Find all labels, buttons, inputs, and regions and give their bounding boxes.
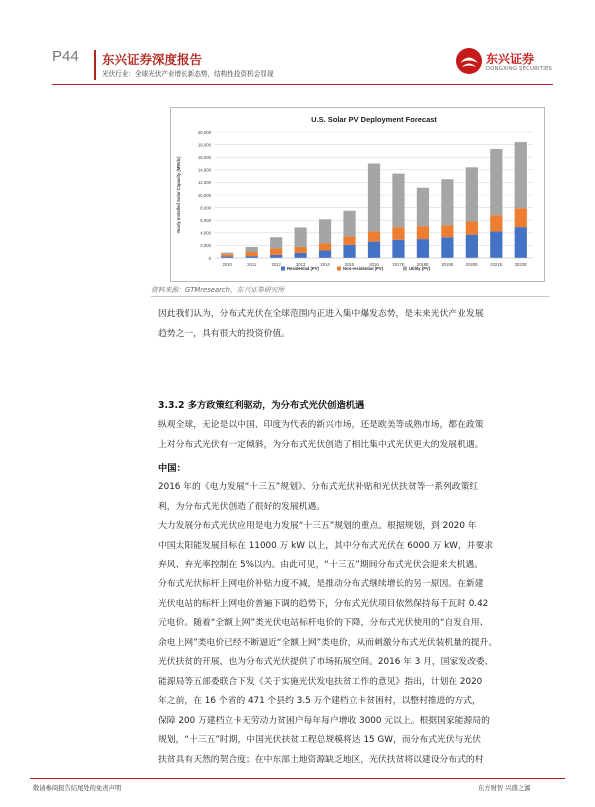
x-tick-label: 2019E <box>441 262 454 267</box>
text-line: 趋势之一，具有很大的投资价值。 <box>158 328 290 339</box>
bar-segment <box>490 149 502 215</box>
text-line: 2016 年的《电力发展“十三五”规划》、分布式光伏补贴和光伏扶贫等一系列政策红 <box>158 482 479 492</box>
legend-swatch <box>337 267 341 271</box>
legend-swatch <box>281 267 285 271</box>
bar-segment <box>368 242 380 258</box>
bar-segment <box>343 237 355 245</box>
y-tick-label: 20,000 <box>197 129 211 135</box>
x-tick-label: 2017E <box>392 262 405 267</box>
bar-segment <box>466 221 478 234</box>
y-tick-label: 2,000 <box>200 243 211 249</box>
page-number: P44 <box>52 48 79 65</box>
bar-segment <box>515 208 527 227</box>
figure-source: 资料来源：GTMresearch，东兴证券研究所 <box>151 286 285 294</box>
bar-segment <box>441 179 453 225</box>
y-tick-label: 0 <box>208 255 211 261</box>
x-tick-label: 2013 <box>295 262 306 267</box>
report-subtitle: 光伏行业：全球光伏产业增长新态势，结构性投资机会显现 <box>102 70 274 78</box>
text-line: 元电价。随着“全额上网”类光伏电站标杆电价的下降，分布式光伏使用的“自发自用、 <box>158 618 489 628</box>
paragraph-policy-dividends <box>158 478 554 517</box>
x-tick-label: 2010 <box>222 262 232 267</box>
chart-frame <box>170 107 545 282</box>
text-line: 光伏电站的标杆上网电价普遍下调的趋势下，分布式光伏项目依然保持每千瓦时 0.42 <box>158 598 489 609</box>
bar-segment <box>466 235 478 258</box>
x-tick-label: 2018E <box>416 262 429 267</box>
paragraph-poverty-alleviation <box>158 653 554 770</box>
y-tick-label: 6,000 <box>200 218 211 223</box>
bar-segment <box>515 227 527 258</box>
y-tick-label: 12,000 <box>197 180 211 186</box>
y-tick-label: 10,000 <box>197 192 211 198</box>
bar-segment <box>515 142 527 208</box>
bar-segment <box>417 239 429 258</box>
y-tick-label: 14,000 <box>197 167 211 173</box>
bar-segment <box>441 237 453 258</box>
y-tick-label: 8,000 <box>200 205 211 211</box>
bar-segment <box>295 227 307 247</box>
figure-source-rule <box>151 296 549 297</box>
bar-segment <box>417 188 429 226</box>
logo-english-name: DONGXING SECURITIES <box>486 66 553 72</box>
subheading-china: 中国： <box>158 463 186 474</box>
text-line: 规划，“十三五”时期，中国光伏扶贫工程总规模将达 15 GW，而分布式光伏与光伏 <box>158 735 481 745</box>
bar-segment <box>392 227 404 240</box>
text-line: 光伏扶贫的开展，也为分布式光伏提供了市场拓展空间。2016 年 3 月，国家发改委、 <box>158 657 494 667</box>
text-line: 年之前，在 16 个省的 471 个县约 3.5 万个建档立卡贫困村，以整村推进的方式， <box>158 696 481 706</box>
solar-deployment-chart <box>171 108 544 281</box>
bar-segment <box>295 253 307 258</box>
bar-segment <box>246 247 258 252</box>
header-divider <box>94 50 96 80</box>
bar-segment <box>319 250 331 258</box>
report-brand-title: 东兴证券深度报告 <box>102 52 203 67</box>
text-line: 因此我们认为，分布式光伏在全球范围内正进入集中爆发态势，是未来光伏产业发展 <box>158 309 484 319</box>
header-rule <box>52 84 553 85</box>
text-line: 上对分布式光伏有一定倾斜，为分布式光伏创造了相比集中式光伏更大的发展机遇。 <box>158 439 484 450</box>
bar-segment <box>490 215 502 231</box>
x-tick-label: 2022E <box>514 262 527 267</box>
legend-label: Residential (PV) <box>287 266 319 271</box>
text-line: 保障 200 万建档立卡无劳动力贫困户每年每户增收 3000 元以上。根据国家能源局的 <box>158 715 490 726</box>
logo-name: 东兴证券 <box>486 52 535 66</box>
text-line: 能源局等五部委联合下发《关于实施光伏发电扶贫工作的意见》指出，计划在 2020 <box>158 676 483 687</box>
x-tick-label: 2015 <box>344 262 355 267</box>
x-tick-label: 2012 <box>271 262 281 267</box>
bar-segment <box>343 245 355 258</box>
text-line: 利，为分布式光伏创造了很好的发展机遇。 <box>158 501 326 512</box>
text-line: 分布式光伏标杆上网电价补贴力度不减，是推动分布式继续增长的另一原因。在新建 <box>158 579 484 589</box>
bar-segment <box>392 240 404 258</box>
bar-segment <box>417 226 429 239</box>
bar-segment <box>270 255 282 258</box>
bar-segment <box>490 232 502 258</box>
bar-segment <box>221 254 233 256</box>
bar-segment <box>368 164 380 232</box>
x-tick-label: 2020E <box>465 262 478 267</box>
bar-segment <box>246 252 258 256</box>
bar-segment <box>270 237 282 248</box>
bar-segment <box>368 232 380 242</box>
legend-label: Non-residential (PV) <box>343 266 384 271</box>
x-tick-label: 2014 <box>320 262 330 267</box>
text-line: 纵观全球，无论是以中国、印度为代表的新兴市场，还是欧美等成熟市场，都在政策 <box>158 420 484 430</box>
text-line: 大力发展分布式光伏应用是电力发展“十三五”规划的重点。根据规划，到 2020 年 <box>158 521 477 531</box>
bar-segment <box>343 211 355 237</box>
y-tick-label: 4,000 <box>200 230 211 236</box>
y-axis-label: Yearly Installed Solar Capacity (MWdc) <box>176 156 181 234</box>
text-line: 扶贫具有天然的契合度；在中东部土地资源缺乏地区，光伏扶贫将以建设分布式的村 <box>158 754 484 765</box>
paragraph-global-policy <box>158 416 554 455</box>
legend-swatch <box>403 267 407 271</box>
bar-segment <box>295 247 307 253</box>
bar-segment <box>441 225 453 237</box>
paragraph-feed-in-tariff <box>158 575 554 653</box>
paragraph-13th-plan <box>158 517 554 576</box>
bar-segment <box>392 174 404 228</box>
footer-slogan: 东方财智 兴盛之源 <box>478 785 531 792</box>
bar-segment <box>319 243 331 250</box>
text-line: 余电上网”类电价已经不断逼近“全额上网”类电价，从而刺激分布式光伏装机量的提升。 <box>158 637 498 648</box>
text-line: 中国太阳能发展目标在 11000 万 kW 以上，其中分布式光伏在 6000 万 kW，并要求 <box>158 540 494 551</box>
x-tick-label: 2011 <box>247 262 257 267</box>
y-tick-label: 18,000 <box>197 142 211 148</box>
bar-segment <box>270 249 282 255</box>
section-title: 3.3.2 多方政策红利驱动，为分布式光伏创造机遇 <box>158 400 365 411</box>
footer-rule <box>30 778 565 779</box>
bar-segment <box>221 253 233 255</box>
footer-disclaimer: 敬请参阅报告结尾处的免责声明 <box>33 785 122 792</box>
paragraph-conclusion <box>158 305 554 344</box>
bar-segment <box>319 219 331 243</box>
y-tick-label: 16,000 <box>197 155 211 160</box>
text-line: 弃风、弃光率控制在 5%以内。由此可见，“十三五”期间分布式光伏会迎来大机遇。 <box>158 560 483 570</box>
x-tick-label: 2021E <box>490 262 503 267</box>
legend-label: Utility (PV) <box>409 266 431 271</box>
x-tick-label: 2016 <box>369 262 379 267</box>
bar-segment <box>466 167 478 221</box>
chart-title: U.S. Solar PV Deployment Forecast <box>311 115 437 124</box>
